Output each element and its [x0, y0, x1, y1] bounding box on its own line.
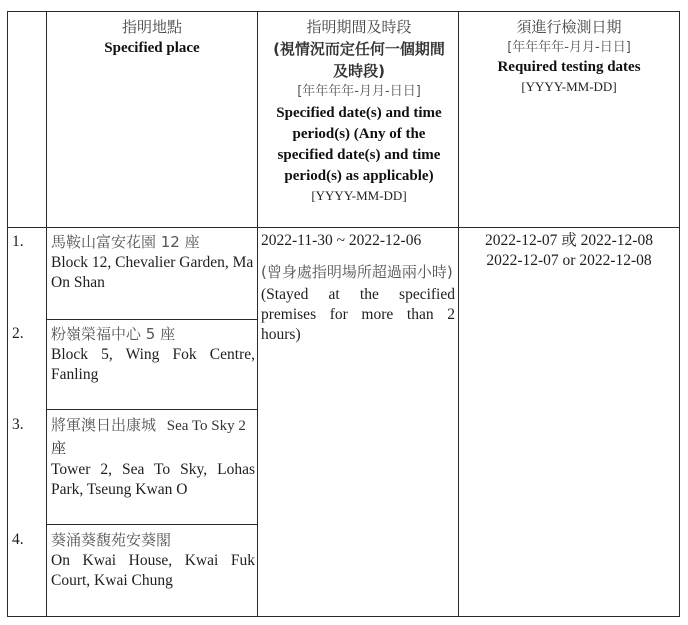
- row-divider: [46, 409, 257, 410]
- row-divider: [46, 319, 257, 320]
- place-en: Block 5, Wing Fok Centre, Fanling: [51, 346, 255, 383]
- table-row-place: [51, 323, 255, 385]
- header-testing-zh-format: [年年年年-月月-日日]: [507, 40, 631, 55]
- row-divider: [46, 524, 257, 525]
- table-border-right: [679, 11, 680, 617]
- testing-line-zh: 2022-12-07 或 2022-12-08: [485, 232, 653, 249]
- header-specified-period: [267, 16, 451, 204]
- row-number: 2.: [12, 325, 24, 342]
- header-place-zh: 指明地點: [121, 18, 182, 36]
- table-border-left: [7, 11, 8, 617]
- header-period-en-format: [YYYY-MM-DD]: [311, 188, 407, 203]
- header-divider: [7, 227, 680, 228]
- testing-dates-cell: [462, 231, 676, 271]
- place-zh: [51, 414, 255, 460]
- header-specified-place: [47, 16, 257, 59]
- table-row-place: [51, 529, 255, 591]
- table-border-top: [7, 11, 680, 12]
- place-zh: 馬鞍山富安花園 12 座: [51, 233, 200, 251]
- row-number: 1.: [12, 233, 24, 250]
- place-en: Tower 2, Sea To Sky, Lohas Park, Tseung Kwan O: [51, 461, 255, 498]
- period-note-zh: (曾身處指明場所超過兩小時): [261, 263, 453, 281]
- place-en: Block 12, Chevalier Garden, Ma On Shan: [51, 254, 254, 291]
- header-period-zh-note: (視情況而定任何一個期間及時段): [273, 40, 445, 80]
- header-testing-dates: [459, 16, 679, 95]
- column-divider: [46, 11, 47, 617]
- table-row-place: [51, 414, 255, 500]
- place-zh-english-part: Sea To Sky 2 座: [51, 418, 246, 457]
- table-row-place: [51, 231, 255, 293]
- header-period-zh: 指明期間及時段: [306, 18, 412, 36]
- header-period-zh-format: [年年年年-月月-日日]: [297, 84, 421, 99]
- place-en: On Kwai House, Kwai Fuk Court, Kwai Chung: [51, 552, 255, 589]
- header-testing-en: Required testing dates: [497, 59, 641, 75]
- header-testing-zh: 須進行檢測日期: [516, 18, 622, 36]
- place-zh: 葵涌葵馥苑安葵閣: [51, 531, 172, 549]
- table-border-bottom: [7, 616, 680, 617]
- specified-period-cell: [261, 231, 455, 345]
- place-zh-part: 將軍澳日出康城: [51, 416, 157, 434]
- place-zh: 粉嶺榮福中心 5 座: [51, 325, 176, 343]
- specified-places-table: [7, 11, 680, 617]
- period-note-en: (Stayed at the specified premises for more than 2 hours): [261, 286, 455, 343]
- row-number: 4.: [12, 531, 24, 548]
- header-period-en: Specified date(s) and time period(s) (Any of the specified date(s) and time period(s) as applicable): [276, 105, 442, 184]
- row-number: 3.: [12, 416, 24, 433]
- column-divider: [257, 11, 258, 617]
- period-dates: 2022-11-30 ~ 2022-12-06: [261, 232, 422, 249]
- testing-line-en: 2022-12-07 or 2022-12-08: [486, 252, 652, 269]
- header-testing-en-format: [YYYY-MM-DD]: [521, 79, 617, 94]
- column-divider: [458, 11, 459, 617]
- header-place-en: Specified place: [104, 40, 200, 56]
